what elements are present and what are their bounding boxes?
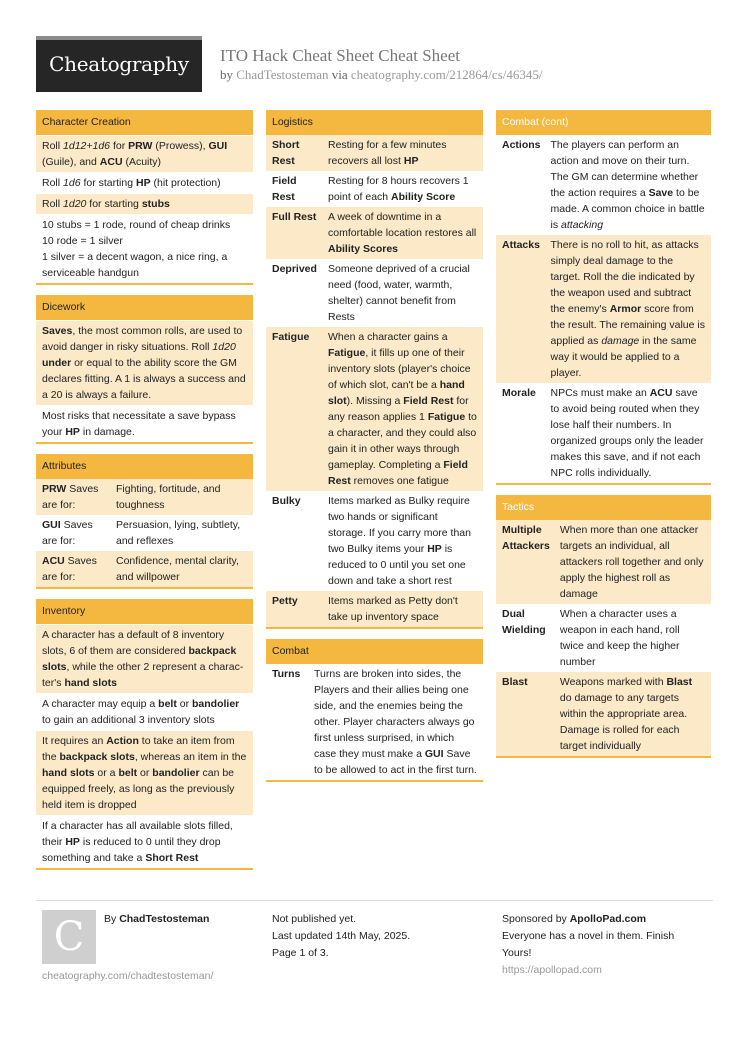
list-item [36, 214, 253, 283]
attr-key: GUI Saves are for: [42, 519, 93, 547]
section-title: Tactics [496, 495, 711, 520]
section-title: Inventory [36, 599, 253, 624]
table-row [496, 604, 711, 672]
logo-text: Cheatography [49, 52, 189, 76]
published-status: Not published yet. [272, 913, 357, 925]
term: Short Rest [266, 135, 322, 171]
author-link[interactable]: ChadTestosteman [119, 913, 210, 925]
via-label: via [331, 67, 348, 82]
definition: Someone deprived of a crucial need (food, water, warmth, shelter) cannot benefit from Rests [328, 263, 470, 323]
term: Full Rest [266, 207, 322, 259]
definition: Resting for a few minutes recovers all lost HP [322, 135, 483, 171]
table-row [266, 171, 483, 207]
term: Fatigue [266, 327, 322, 491]
byline [220, 67, 542, 83]
logistics-table [266, 135, 483, 627]
section-attributes [36, 454, 253, 589]
table-row [266, 135, 483, 171]
table-row [266, 259, 483, 327]
term: Morale [502, 387, 536, 399]
author-url-link[interactable]: cheatography.com/chadtestosteman/ [42, 970, 214, 982]
list-item [36, 193, 253, 214]
sponsor-url-link[interactable]: https://apollopad.com [502, 964, 602, 976]
term: Attacks [496, 235, 545, 383]
list-item [36, 815, 253, 868]
attr-value: Confidence, mental clarity, and willpower [110, 551, 253, 587]
bypass-text: Most risks that necessitate a save bypass your HP in damage. [42, 410, 236, 438]
section-logistics [266, 110, 483, 629]
table-row [496, 672, 711, 756]
section-tactics [496, 495, 711, 758]
list-item [36, 693, 253, 730]
sponsor-text: Everyone has a novel in them. Finish Yours! [502, 930, 675, 959]
definition: NPCs must make an ACU save to avoid being routed when they lose half their numbers. In organized groups only the leader makes this save, and if not each NPC rolls individually. [550, 387, 704, 479]
definition: Items marked as Petty don't take up inventory space [322, 591, 483, 627]
combat-table [266, 664, 483, 780]
section-inventory [36, 599, 253, 870]
page-title: ITO Hack Cheat Sheet Cheat Sheet [220, 46, 460, 65]
column-1 [36, 110, 253, 880]
page-header [36, 36, 716, 92]
list-item [36, 172, 253, 193]
term: Blast [496, 672, 554, 756]
definition: When a character uses a weapon in each hand, roll twice and keep the higher number [559, 608, 680, 668]
definition: Items marked as Bulky require two hands or significant storage. If you carry more than two Bulky items your HP is reduced to 0 until you set one down and take a short rest [328, 495, 471, 587]
definition: A week of downtime in a comfortable location restores all Ability Scores [322, 207, 483, 259]
definition: The players can perform an action and move on their turn. The GM can determine whether the action requires a Save to be made. A common choice in battle is attacking [550, 139, 705, 231]
by-label: By [104, 913, 117, 925]
attr-value: Persuasion, lying, subtlety, and reflexes [116, 519, 241, 547]
section-title: Character Creation [36, 110, 253, 135]
sponsor-line [502, 911, 702, 928]
term: Multiple Attackers [496, 520, 554, 604]
table-row [36, 515, 253, 551]
currency-line: 10 stubs = 1 rode, round of cheap drinks [42, 219, 231, 231]
term: Bulky [272, 495, 301, 507]
term: Actions [502, 139, 541, 151]
sheet-url-link[interactable]: cheatography.com/212864/cs/46345/ [350, 67, 543, 82]
section-title: Combat [266, 639, 483, 664]
inventory-action-text: It requires an Action to take an item from the backpack slots, whereas an item in the hand slots or a belt or bandolier can be equipped freely, as long as the previously held item is dropped [42, 735, 247, 811]
footer-info [272, 911, 410, 962]
combat-cont-table [496, 135, 711, 483]
roll-ability-text: Roll 1d12+1d6 for PRW (Prowess), GUI (Guile), and ACU (Acuity) [42, 140, 228, 168]
table-row [266, 491, 483, 591]
roll-hp-text: Roll 1d6 for starting HP (hit protection) [42, 177, 221, 189]
table-row [266, 327, 483, 491]
term: Field Rest [272, 175, 297, 203]
term: Dual Wielding [502, 608, 546, 636]
section-character-creation [36, 110, 253, 285]
cheatography-logo[interactable] [36, 36, 202, 92]
section-dicework [36, 295, 253, 444]
roll-stubs-text: Roll 1d20 for starting stubs [42, 198, 170, 210]
section-combat-cont [496, 110, 711, 485]
avatar[interactable]: C [42, 910, 96, 964]
list-item [36, 624, 253, 693]
attributes-table [36, 479, 253, 587]
currency-line: 1 silver = a decent wagon, a nice ring, a serviceable handgun [42, 251, 228, 279]
tactics-table [496, 520, 711, 756]
section-title: Attributes [36, 454, 253, 479]
definition: Resting for 8 hours recovers 1 point of each Ability Score [328, 175, 469, 203]
table-row [266, 207, 483, 259]
table-row [36, 551, 253, 587]
by-label: by [220, 67, 233, 82]
inventory-full-text: If a character has all available slots filled, their HP is reduced to 0 until they drop something and take a Short Rest [42, 820, 233, 864]
attr-value: Fighting, fortitude, and toughness [110, 479, 253, 515]
table-row [266, 591, 483, 627]
term: Petty [266, 591, 322, 627]
page-number: Page 1 of 3. [272, 947, 329, 959]
term: Turns [272, 668, 301, 680]
table-row [266, 664, 483, 780]
definition: When a character gains a Fatigue, it fills up one of their inventory slots (player's choice of which slot, can't be a hand slot). Missing a Field Rest for any reason applies 1 Fatigue to a character, and they could also gain it in other ways through gameplay. Completing a Field Rest removes one fatigue [322, 327, 483, 491]
section-combat [266, 639, 483, 782]
term: Deprived [272, 263, 317, 275]
sponsor-link[interactable]: ApolloPad.com [569, 913, 647, 925]
attr-key: PRW Saves are for: [36, 479, 110, 515]
sponsor-label: Sponsored by [502, 913, 567, 925]
list-item [36, 405, 253, 442]
inventory-belt-text: A character may equip a belt or bandolier to gain an additional 3 inventory slots [42, 698, 240, 726]
list-item [36, 730, 253, 815]
last-updated: Last updated 14th May, 2025. [272, 930, 411, 942]
section-title: Combat (cont) [496, 110, 711, 135]
definition: Turns are broken into sides, the Players and their allies being one side, and the enemies being the other. Player characters always go first unless surprised, in which case they must make a GUI Save to be allowed to act in the first turn. [314, 668, 477, 776]
saves-text: Saves, the most common rolls, are used to avoid danger in risky situations. Roll 1d20 under or equal to the ability score the GM declares fitting. A 1 is always a success and a 20 is always a failure. [42, 325, 246, 401]
list-item [36, 320, 253, 405]
table-row [36, 479, 253, 515]
currency-line: 10 rode = 1 silver [42, 235, 123, 247]
footer-author [104, 911, 209, 927]
definition: When more than one attacker targets an individual, all attackers roll together and only apply the highest roll as damage [554, 520, 711, 604]
table-row [496, 235, 711, 383]
definition: Weapons marked with Blast do damage to any targets within the appropriate area. Damage is rolled for each target individually [554, 672, 711, 756]
column-3 [496, 110, 711, 768]
logo-bar [36, 36, 202, 40]
table-row [496, 383, 711, 483]
list-item [36, 135, 253, 172]
section-title: Logistics [266, 110, 483, 135]
author-link[interactable]: ChadTestosteman [236, 67, 329, 82]
column-2 [266, 110, 483, 792]
page-footer [36, 900, 713, 1000]
footer-sponsor [502, 911, 702, 979]
footer-divider [36, 900, 713, 901]
attr-key: ACU Saves are for: [36, 551, 110, 587]
definition: There is no roll to hit, as attacks simply deal damage to the target. Roll the die indicated by the weapon used and subtract the enemy's Armor score from the result. The remaining value is applied as damage in the same way it would be applied to a player. [545, 235, 711, 383]
table-row [496, 520, 711, 604]
section-title: Dicework [36, 295, 253, 320]
inventory-default-text: A character has a default of 8 inventory slots, 6 of them are considered backpack slots, while the other 2 represent a character's hand slots [42, 629, 244, 689]
table-row [496, 135, 711, 235]
